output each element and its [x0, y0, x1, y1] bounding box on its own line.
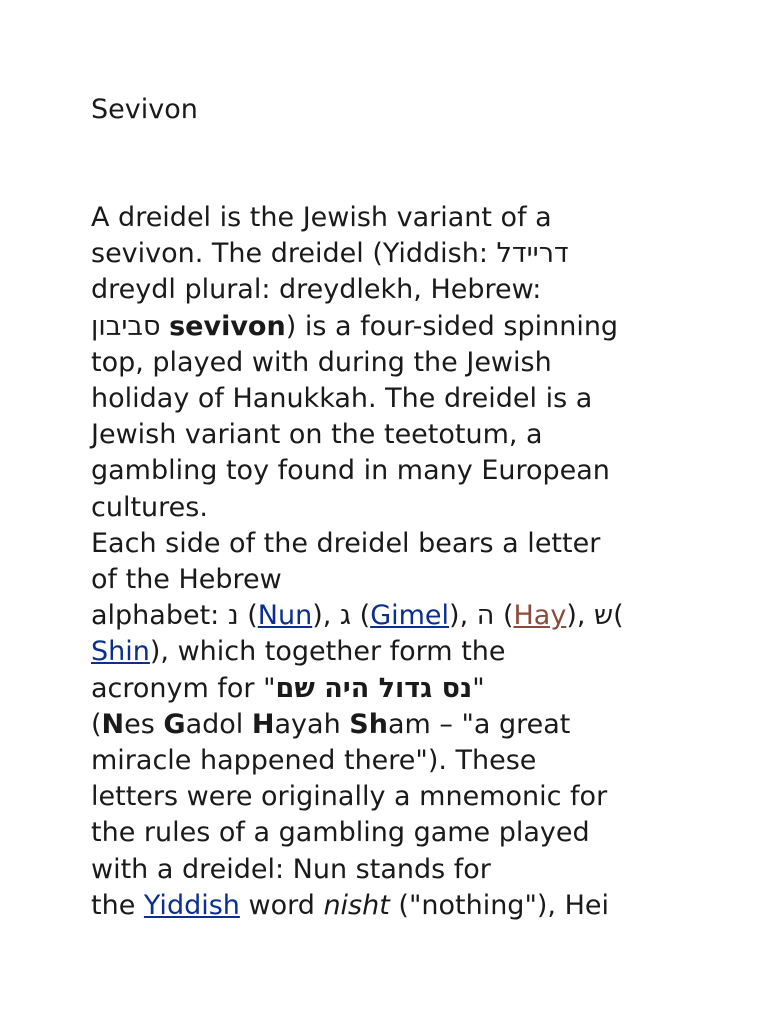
- link-hay[interactable]: Hay: [513, 600, 567, 632]
- text-run: ayah: [274, 708, 350, 740]
- text-run: sevivon. The dreidel (Yiddish: דריידל: [91, 238, 569, 270]
- text-run: adol: [185, 708, 252, 740]
- text-run: letters were originally a mnemonic for: [91, 781, 608, 813]
- text-run: gambling toy found in many European: [91, 455, 610, 487]
- text-run: am – "a great: [387, 708, 571, 740]
- text-line: [91, 598, 681, 634]
- text-run: with a dreidel: Nun stands for: [91, 853, 491, 885]
- text-run: holiday of Hanukkah. The dreidel is a: [91, 383, 593, 415]
- text-run: top, played with during the Jewish: [91, 346, 552, 378]
- text-line: [91, 562, 681, 598]
- bold-text: H: [251, 708, 275, 740]
- text-line: [91, 490, 681, 526]
- link-yiddish[interactable]: Yiddish: [143, 889, 240, 921]
- bold-text: N: [101, 708, 125, 740]
- text-line: [91, 381, 681, 417]
- page-title: Sevivon: [91, 94, 198, 125]
- bold-text: נס גדול היה שם: [275, 672, 473, 704]
- bold-text: Sh: [349, 708, 388, 740]
- text-run: Jewish variant on the teetotum, a: [91, 419, 543, 451]
- text-run: alphabet: נ (: [91, 600, 258, 632]
- text-line: [91, 417, 681, 453]
- text-run: ("nothing"), Hei: [389, 889, 609, 921]
- text-run: סביבון: [91, 310, 170, 342]
- text-line: [91, 236, 681, 272]
- text-run: ), ה (: [449, 600, 514, 632]
- text-line: [91, 707, 681, 743]
- text-line: [91, 888, 681, 924]
- text-run: the rules of a gambling game played: [91, 817, 590, 849]
- text-run: miracle happened there"). These: [91, 745, 537, 777]
- text-line: [91, 453, 681, 489]
- text-run: cultures.: [91, 491, 208, 523]
- text-run: the: [91, 889, 144, 921]
- bold-text: sevivon: [169, 310, 286, 342]
- text-line: [91, 852, 681, 888]
- body-paragraph: [91, 200, 681, 924]
- text-run: ), ג (: [312, 600, 371, 632]
- text-line: [91, 634, 681, 670]
- text-run: acronym for ": [91, 672, 276, 704]
- text-line: [91, 815, 681, 851]
- text-run: ) is a four-sided spinning: [285, 310, 619, 342]
- text-run: (: [91, 708, 102, 740]
- italic-text: nisht: [323, 889, 390, 921]
- text-run: es: [124, 708, 164, 740]
- text-run: dreydl plural: dreydlekh, Hebrew:: [91, 274, 542, 306]
- link-shin[interactable]: Shin: [91, 636, 150, 668]
- text-line: [91, 200, 681, 236]
- link-nun[interactable]: Nun: [257, 600, 313, 632]
- bold-text: G: [163, 708, 186, 740]
- text-line: [91, 526, 681, 562]
- text-line: [91, 671, 681, 707]
- text-run: A dreidel is the Jewish variant of a: [91, 202, 552, 233]
- text-line: [91, 345, 681, 381]
- text-run: ), which together form the: [149, 636, 506, 668]
- text-run: ), ש(: [566, 600, 624, 632]
- text-run: of the Hebrew: [91, 564, 282, 596]
- text-run: word: [239, 889, 324, 921]
- text-line: [91, 779, 681, 815]
- text-line: [91, 272, 681, 308]
- text-run: ": [472, 672, 485, 704]
- text-line: [91, 743, 681, 779]
- text-run: Each side of the dreidel bears a letter: [91, 527, 601, 559]
- link-gimel[interactable]: Gimel: [370, 600, 450, 632]
- text-line: [91, 309, 681, 345]
